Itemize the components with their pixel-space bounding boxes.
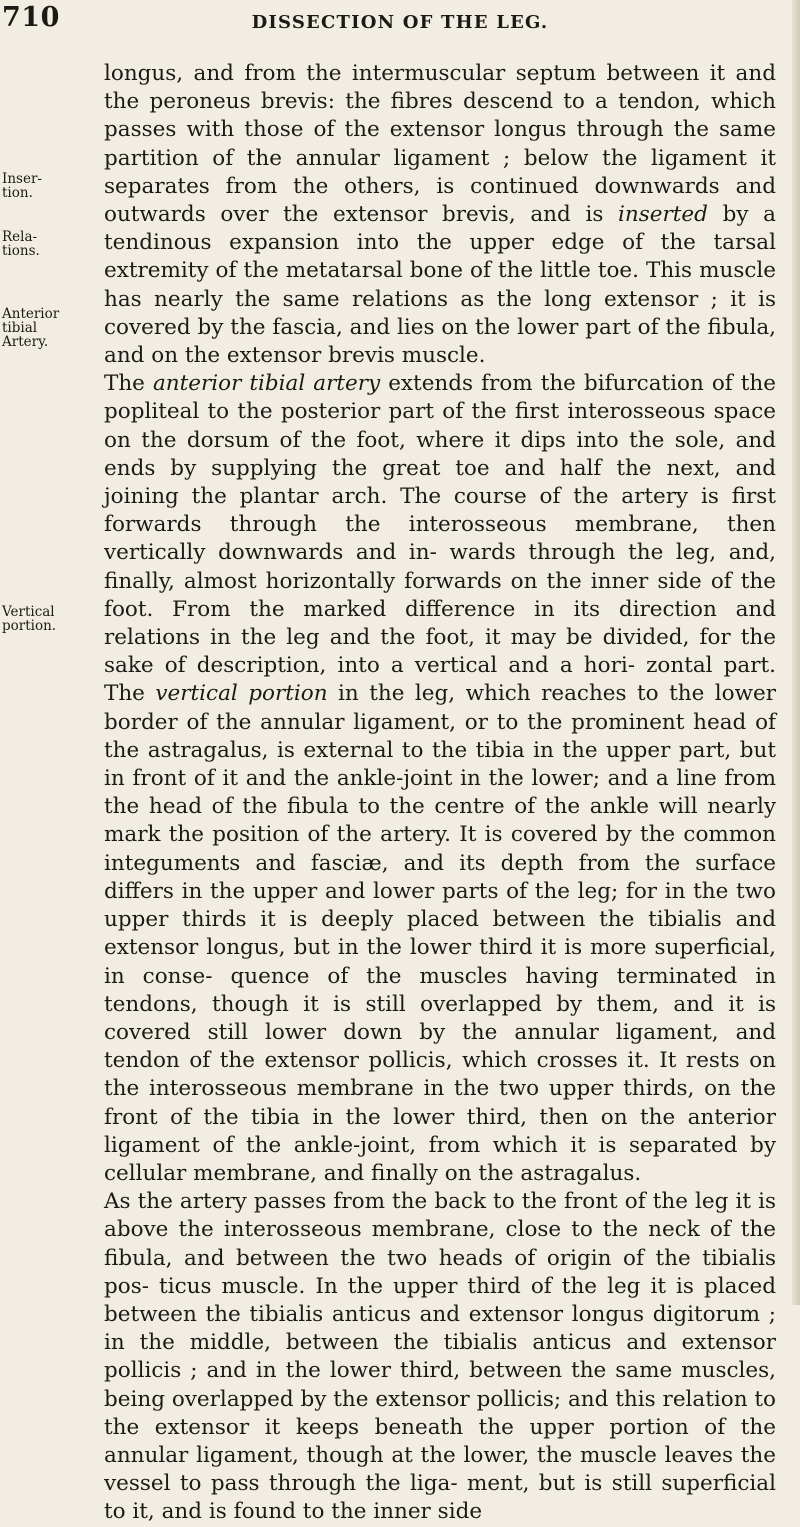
page-edge	[792, 0, 800, 1305]
margin-note-insertion: Inser- tion.	[2, 171, 42, 201]
page-number: 710	[2, 2, 60, 33]
body-text	[104, 60, 776, 1527]
margin-note-vertical-portion: Vertical portion.	[2, 604, 57, 634]
margin-note-relations: Rela- tions.	[2, 229, 40, 259]
running-title: DISSECTION OF THE LEG.	[251, 12, 549, 33]
paragraph-3: As the artery passes from the back to the front of the leg it is above the interosseous membrane, close to the neck of the fibula, and between the two heads of origin of the tibialis pos- ticus muscle. In the upper third of the leg it is placed between the tibialis anticus and extensor longus digitorum ; in the middle, between the tibialis anticus and extensor pollicis ; and in the lower third, between the same muscles, being overlapped by the extensor pollicis; and this relation to the extensor it keeps beneath the upper portion of the annular ligament, though at the lower, the muscle leaves the vessel to pass through the liga- ment, but is still superficial to it, and is found to the inner side	[104, 1189, 776, 1525]
paragraph-1: longus, and from the intermuscular septum between it and the peroneus brevis: the fibres descend to a tendon, which passes with those of the extensor longus through the same partition of the annular ligament ; below the ligament it separates from the others, is continued downwards and outwards over the extensor brevis, and is inserted by a tendinous expansion into the upper edge of the tarsal extremity of the metatarsal bone of the little toe. This muscle has nearly the same relations as the long extensor ; it is covered by the fascia, and lies on the lower part of the fibula, and on the extensor brevis muscle.	[104, 61, 776, 369]
page-header	[0, 2, 800, 42]
margin-note-anterior-tibial-artery: Anterior tibial Artery.	[2, 306, 60, 350]
paragraph-2: The anterior tibial artery extends from the bifurcation of the popliteal to the posterior part of the first interosseous space on the dorsum of the foot, where it dips into the sole, and ends by supplying the great toe and half the next, and joining the plantar arch. The course of the artery is first forwards through the interosseous membrane, then vertically downwards and in- wards through the leg, and, finally, almost horizontally forwards on the inner side of the foot. From the marked difference in its direction and relations in the leg and the foot, it may be divided, for the sake of description, into a vertical and a hori- zontal part. The vertical portion in the leg, which reaches to the lower border of the annular ligament, or to the prominent head of the astragalus, is external to the tibia in the upper part, but in front of it and the ankle-joint in the lower; and a line from the head of the fibula to the centre of the ankle will nearly mark the position of the artery. It is covered by the common integuments and fasciæ, and its depth from the surface differs in the upper and lower parts of the leg; for in the two upper thirds it is deeply placed between the tibialis and extensor longus, but in the lower third it is more superficial, in conse- quence of the muscles having terminated in tendons, though it is still overlapped by them, and it is covered still lower down by the annular ligament, and tendon of the extensor pollicis, which crosses it. It rests on the interosseous membrane in the two upper thirds, on the front of the tibia in the lower third, then on the anterior ligament of the ankle-joint, from which it is separated by cellular membrane, and finally on the astragalus.	[104, 371, 777, 1186]
